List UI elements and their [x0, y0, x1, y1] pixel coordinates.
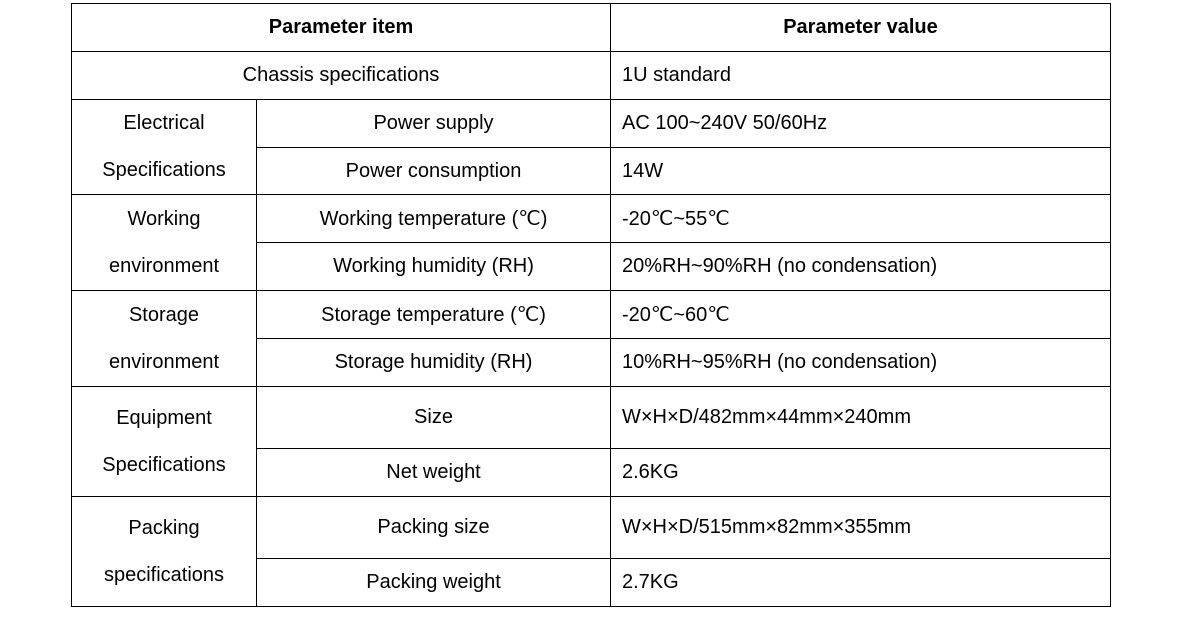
parameter-value: 14W [611, 148, 1111, 195]
parameter-value: -20℃~60℃ [611, 291, 1111, 339]
parameter-item: Working humidity (RH) [257, 243, 611, 291]
parameter-item: Packing weight [257, 559, 611, 607]
group-working [72, 195, 257, 291]
group-storage [72, 291, 257, 387]
group-label-line1: Working [127, 207, 201, 230]
group-label-line2: Specifications [102, 453, 226, 476]
parameter-value: 20%RH~90%RH (no condensation) [611, 243, 1111, 291]
parameter-item: Power consumption [257, 148, 611, 195]
group-label-line2: environment [108, 350, 220, 373]
group-label-line1: Packing [128, 516, 200, 539]
chassis-label: Chassis specifications [72, 52, 611, 100]
parameter-value: 10%RH~95%RH (no condensation) [611, 339, 1111, 387]
parameter-item: Working temperature (℃) [257, 195, 611, 243]
group-equipment [72, 387, 257, 497]
table-row [72, 497, 1111, 559]
group-label-line2: environment [108, 254, 220, 277]
table-row [72, 291, 1111, 339]
header-parameter-item: Parameter item [72, 4, 611, 52]
specifications-table [71, 3, 1111, 607]
parameter-item: Storage humidity (RH) [257, 339, 611, 387]
parameter-value: AC 100~240V 50/60Hz [611, 100, 1111, 148]
parameter-item: Storage temperature (℃) [257, 291, 611, 339]
parameter-item: Net weight [257, 449, 611, 497]
table-row [72, 387, 1111, 449]
group-packing [72, 497, 257, 607]
parameter-value: W×H×D/482mm×44mm×240mm [611, 387, 1111, 449]
group-label-line1: Electrical [123, 112, 205, 134]
parameter-item: Size [257, 387, 611, 449]
group-label-line1: Equipment [116, 406, 212, 429]
parameter-value: 2.7KG [611, 559, 1111, 607]
table-header-row [72, 4, 1111, 52]
table-row [72, 100, 1111, 148]
table-row [72, 195, 1111, 243]
parameter-item: Power supply [257, 100, 611, 148]
parameter-value: W×H×D/515mm×82mm×355mm [611, 497, 1111, 559]
group-label-line2: Specifications [102, 159, 226, 181]
parameter-value: -20℃~55℃ [611, 195, 1111, 243]
group-label-line1: Storage [128, 303, 200, 326]
chassis-value: 1U standard [611, 52, 1111, 100]
parameter-item: Packing size [257, 497, 611, 559]
parameter-value: 2.6KG [611, 449, 1111, 497]
group-electrical [72, 100, 257, 195]
group-label-line2: specifications [103, 563, 225, 586]
table-row [72, 52, 1111, 100]
header-parameter-value: Parameter value [611, 4, 1111, 52]
